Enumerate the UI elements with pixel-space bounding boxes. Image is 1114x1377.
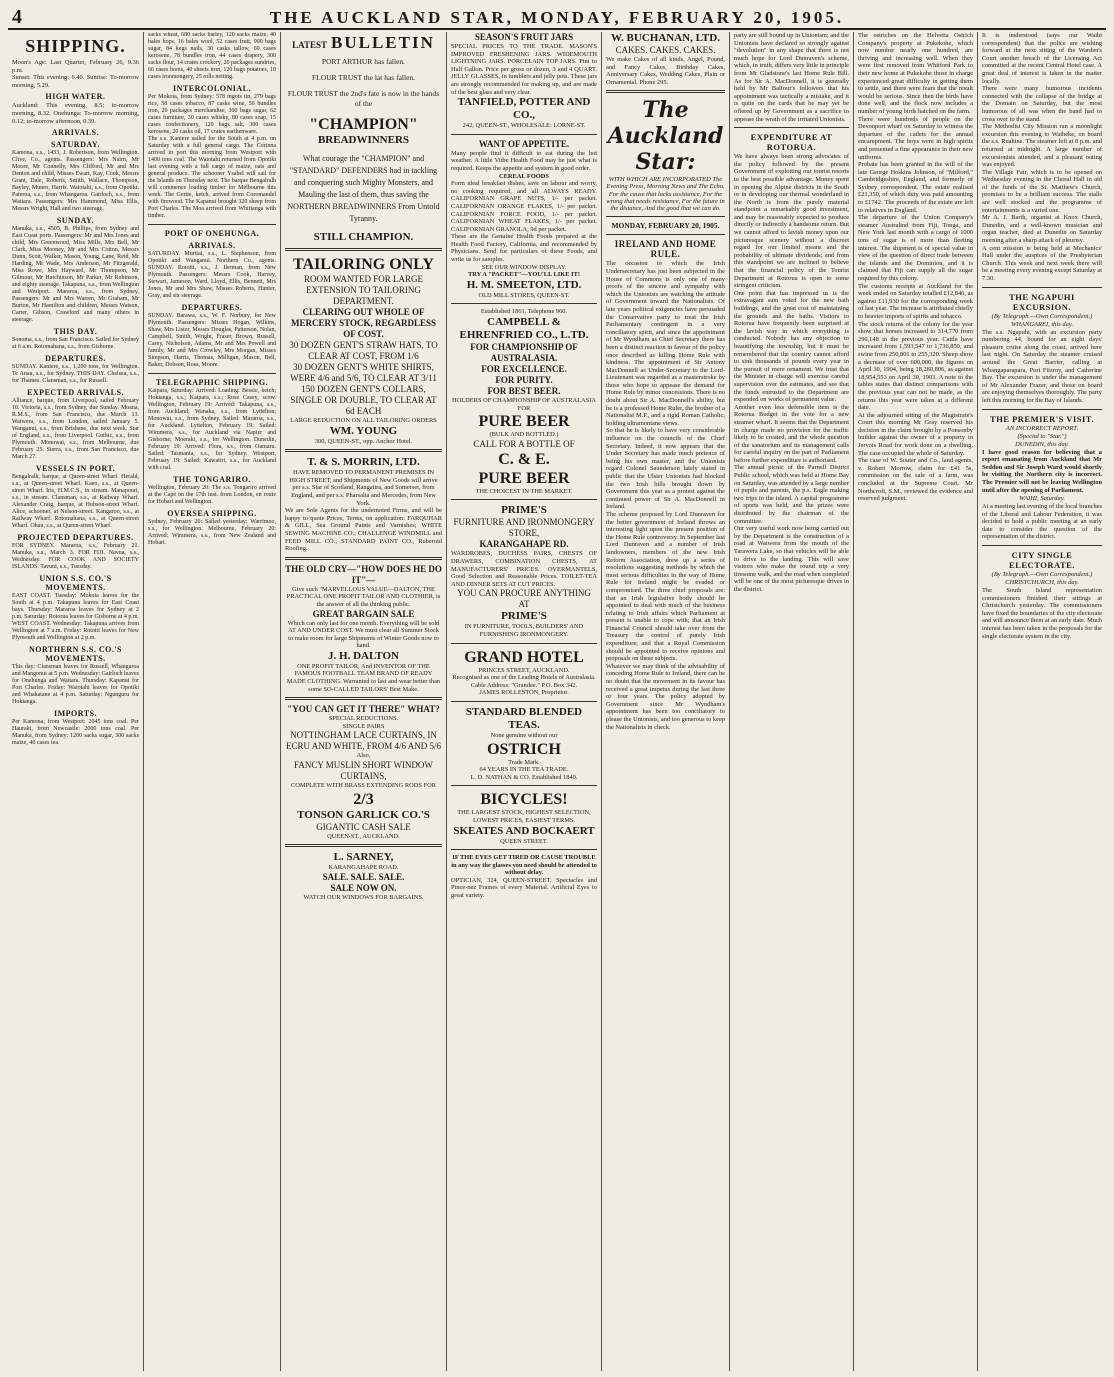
tea-ad xyxy=(451,706,597,781)
tonson-ad xyxy=(285,704,442,840)
bulletin-latest: LATEST xyxy=(292,40,327,50)
high-water-heading: HIGH WATER. xyxy=(45,92,106,102)
city-text: The South Island representation commissioners finished their sittings at Christchurch yesterday. The commissioners have fixed the boundaries of the city electorate and will announce them at an early date. Much interest has been taken in the proposals for the single electorate system in the city. xyxy=(982,587,1102,640)
prime-text: WARDROBES, DUCHESS PAIRS, CHESTS OF DRAWERS, COMBINATION CHESTS, AT MANUFACTURERS' PRICES. OVERMANTELS, Good Selection and Reasonable Prices. TOILET-TEA AND DINNER SETS AT CUT PRICES. xyxy=(451,550,597,588)
city-heading: CITY SINGLE ELECTORATE. xyxy=(1009,550,1075,571)
tanfield-name: TANFIELD, POTTER AND CO., xyxy=(457,96,591,122)
column-shipping xyxy=(8,32,144,1371)
cargo-text: sacks wheat, 680 sacks barley, 120 sacks maize, 40 bales hops, 16 bales wool, 52 cases fruit, 900 bags sugar, 84 kegs nails, 30 casks tallow, 60 cases kerosene, 78 bundles iron, 44 cases drapery, 300 sacks flour, 14 crates crockery, 20 packages sundries, 66 cases boots, 40 sheets iron, 120 bags potatoes, 18 cases ironmongery, 25 rolls netting. xyxy=(148,32,276,80)
grand-address: PRINCES STREET, AUCKLAND. xyxy=(478,666,570,674)
projected-heading: PROJECTED DEPARTURES. xyxy=(17,533,134,543)
rotorua-p1: We have always been strong advocates of the policy followed by the present Government of exploiting our tourist resorts to the best possible advantage. Money spent in opening the Alpine districts in the South or in developing our thermal wonderland in the North is from the purely material standpoint a remarkably good investment, and may be reasonably expected to produce directly or indirectly a handsome return. But we cannot afford to lavish money upon our picturesque scenery without a discreet regard for our limited means and the probability of ultimate dividends; and from this standpoint we are inclined to believe that the financial policy of the Tourist Department at Rotorua is open to some stringent criticism. xyxy=(734,153,849,290)
city-place: CHRISTCHURCH, this day. xyxy=(1005,579,1079,587)
also: Also, xyxy=(356,752,371,760)
telegraphic-text: Kaipara, Saturday: Arrived: Loading: Bessie, ketch; Hokianga, s.s.; Kaipara, s.s.; Rose Casey, scow. Wellington, February 19: Arrived: Takapuna, s.s., from Auckland; Wanaka, s.s., from Lyttelton; Monowai, s.s., from Sydney. Sailed: Mararoa, s.s., for Auckland. Lyttelton, February 19: Sailed: Wimmera, s.s., for Auckland via Napier and Gisborne; Moeraki, s.s., for Wellington. Dunedin, February 19: Arrived: Flora, s.s., from Oamaru. Sailed: Tasmania, s.s., for Sydney. Westport, February 19: Sailed: Kawatiri, s.s., for Auckland with coal. xyxy=(148,388,276,471)
established: Established 1861. Telephone 960. xyxy=(480,308,568,316)
news-p1: The ostriches on the Helvetia Ostrich Company's property at Pukekohe, which now number nearly one hundred, are thriving and increasing well. When they were first removed from Whitford Park to their new home at Pukekohe those in charge experienced great difficulty in getting them to settle, and there were fears that the result would be serious. Since then the birds have done well, and the flock now includes a number of young birds hatched on the farm. xyxy=(858,32,973,115)
optician-text: OPTICIAN, 324, QUEEN-STREET. Spectacles and Pince-nez Frames of every Material. Artificial Eyes to great variety. xyxy=(451,876,597,900)
special-reductions: SPECIAL REDUCTIONS. xyxy=(328,715,399,723)
dalton-sub: ONE PROFIT TAILOR, And INVENTOR OF THE FAMOUS FOOTBALL TEAM BRAND OF READY MADE CLOTHING. Warranted to last and wear better than some SO-CALLED TAILORS' Best Make. xyxy=(286,662,441,693)
c-and-e: C. & E. xyxy=(498,450,550,468)
smeeton-address: OLD MILL STORES, QUEEN-ST. xyxy=(478,291,570,299)
sarney-ad xyxy=(285,851,442,901)
columns xyxy=(8,32,1106,1371)
masthead-title: THE AUCKLAND STAR, MONDAY, FEBRUARY 20, 1905. xyxy=(269,8,845,27)
price-2-3: 2/3 xyxy=(353,790,374,808)
procure: YOU CAN PROCURE ANYTHING AT xyxy=(457,588,591,610)
try-packet: TRY A "PACKET"—YOU'LL LIKE IT! xyxy=(468,271,580,279)
tailoring-title: TAILORING ONLY xyxy=(293,256,434,273)
dalton-text-2: Which can only last for one month. Everything will be sold AT AND UNDER COST. We must clear all Summer Stock to make room for large Shipments of Winter Goods now to hand. xyxy=(287,619,440,650)
tonson-name: TONSON GARLICK CO.'S xyxy=(297,808,430,821)
call-for-bottle: CALL FOR A BOTTLE OF xyxy=(473,438,575,449)
telegraphic-heading: TELEGRAPHIC SHIPPING. xyxy=(155,378,269,387)
premier-subheading: AN INCORRECT REPORT. xyxy=(1005,424,1079,432)
cereal-text: Form ideal breakfast dishes, save on labour and worry, no cooking required, and all ALWAYS READY. CALIFORNIAN GRAPE NUTS, 1/- per packet. CALIFORNIAN ORANGE FLAKES, 1/- per packet. CALIFORNIAN FORCE FOOD, 1/- per packet. CALIFORNIAN WHEAT FLAKES, 1/- per packet. CALIFORNIAN GRANOLA, 9d per packet. xyxy=(451,180,597,233)
rotorua-heading: EXPENDITURE AT ROTORUA. xyxy=(750,132,833,153)
bulk-bottled: (BULK AND BOTTLED.) xyxy=(489,431,559,439)
bulletin-line-1: PORT ARTHUR has fallen. xyxy=(321,57,406,66)
page-number: 4 xyxy=(12,6,22,28)
ireland-p4: Whatever we may think of the advisability of conceding Home Rule to Ireland, there can be no doubt that the movement in its favour has received a great impetus during the last three or four years. The policy adopted by Government since Mr Wyndham's appointment has been too conciliatory to please the Unionists, and too generous to keep the Nationalists in check. xyxy=(606,662,725,731)
premier-heading: THE PREMIER'S VISIT. xyxy=(990,413,1094,424)
bulletin-word: BULLETIN xyxy=(330,33,435,52)
sunday-text: Manuka, s.s., 4505, B. Phillips, from Sydney and East Coast ports. Passengers: Mr and Mrs Jones and child, Mrs Greenwood, Miss Mills, Mrs Bell, Mr Clark, Miss Mooney, Mr and Mrs Cotton, Messrs Dunn, Scott, Walker, Mason, Young, Lane, Reid, Mr Harding, Mr Wade, Mrs Anderson, Mr Fitzgerald, Miss Rowe, Mrs Hayward, Mr Thompson, Mr Gilmour, Mr Hutchinson, Mr Parker, Mr Robinson, and eighty steerage. Takapuna, s.s., from Wellington and Westport. Mararoa, s.s., from Sydney. Passengers: Mr and Mrs Warren, Mr Graham, Mr Burton, Mr Hamilton and children, Messrs Watson, Carter, Gibson, Crawford and many others in steerage. xyxy=(12,226,139,324)
dalton-ad xyxy=(285,564,442,694)
star-masthead: The Auckland Star: xyxy=(607,97,724,176)
dalton-text: Give such "MARVELLOUS VALUE—DALTON, THE PRACTICAL ONE PROFIT TAILOR AND CLOTHIER, is the answer of all the thinking public. xyxy=(286,585,441,608)
furnishing: IN FURNITURE, TOOLS, BUILDERS' AND FURNISHING IRONMONGERY. xyxy=(464,623,584,638)
clearing-text: CLEARING OUT WHOLE OF MERCERY STOCK, REGARDLESS OF COST. xyxy=(291,307,436,339)
rotorua-p5: Our very useful work now being carried out by the Department is the construction of a road at Waiwera from the mouth of the Tarawera Lake, so that vehicles will be able to drive to the landing. This will save visitors who make the round trip a very tiresome walk, and the road when completed will be one of the most picturesque drives in the district. xyxy=(734,525,849,593)
imports-text: Per Kamona, from Westport: 2045 tons coal. Per Hauraki, from Newcastle: 2000 tons coal. Per Manuka, from Sydney: 1200 sacks sugar, 300 sacks maize, 40 cases tea. xyxy=(12,719,139,747)
for-best-beer: FOR BEST BEER. xyxy=(487,386,561,397)
smeeton-name: H. M. SMEETON, LTD. xyxy=(466,278,582,291)
arrivals-heading: ARRIVALS. xyxy=(51,128,100,138)
prime-name-2: PRIME'S xyxy=(501,610,547,623)
ostrich: OSTRICH xyxy=(487,740,561,758)
waihi-place: WAIHI, Saturday. xyxy=(1019,495,1065,503)
choicest: THE CHOICEST IN THE MARKET. xyxy=(475,487,573,495)
beer-ad xyxy=(451,308,597,495)
news-p5: The customs receipts at Auckland for the week ended on Saturday totalled £12,846, as against £11,930 for the corresponding week of last year. The increase is attributed chiefly to heavier imports of spirits and tobacco. xyxy=(858,282,973,320)
column-telegrams xyxy=(978,32,1106,1371)
appetite-head: WANT OF APPETITE. xyxy=(478,138,570,149)
telegram-p5: Mr A. J. Barth, organist at Knox Church, Dunedin, and a well-known musician and organ teacher, died at Dunedin on Saturday morning after a sharp attack of pleurisy. xyxy=(982,214,1102,245)
sale-sale-sale: SALE. SALE. SALE. xyxy=(322,871,405,882)
onehunga-departures: SUNDAY. Barawa, s.s., W. F. Norbury, for New Plymouth. Passengers: Misses Hogan, Wilkins, Shaw, Mrs Lister, Messrs Douglas, Patterson, Nolan, Campbell, Smith, Wright, Fraser, Brown, Russell, Carey, Nicholson, Adams, Mr and Mrs Powell and family, Mr and Mrs Crowley, Mrs Morgan, Misses Simpson, Harris, Thomas, Milligan, Mason, Bell, Baker, Dobson, Ross, Moore. xyxy=(148,313,276,368)
moon-age: Moon's Age: Last Quarter, February 26, 9.36 p.m. xyxy=(12,59,139,74)
column-adverts-2 xyxy=(447,32,602,1371)
shirts-line: 30 DOZEN GENT'S WHITE SHIRTS, WERE 4/6 and 5/6, TO CLEAR AT 3/11 xyxy=(290,362,437,383)
shipping-heading: SHIPPING. xyxy=(25,36,126,56)
single-pairs: SINGLE PAIRS xyxy=(342,722,385,730)
trade-mark: Trade Mark. xyxy=(508,758,540,766)
tanfield-address: 242, QUEEN-ST., WHOLESALE: LORNE-ST. xyxy=(462,122,586,130)
cereal-text-2: These are the Genuine Health Foods prepared at the Health Food Factory, California, and recommended by Physicians. Send for particulars of these Foods, and write us for samples. xyxy=(451,233,597,264)
still-champion: STILL CHAMPION. xyxy=(313,231,414,243)
none-genuine: None genuine without our xyxy=(490,731,558,739)
intercolonial-text: Per Mokoia, from Sydney: 578 ingots tin, 279 bags rice, 58 cases tobacco, 87 casks wine, 56 bundles iron, 20 packages merchandise, 300 bags sugar, 62 cases furniture, 30 cases whisky, 80 cases soap, 15 cases confectionery, 120 bags salt, 300 cases kerosene, 20 casks oil, 17 crates earthenware. xyxy=(148,94,276,135)
rotorua-p4: The annual picnic of the Parnell District Public school, which was held at Home Bay on Saturday, was attended by a large number of pupils and parents, the p.s. Eagle making two trips to the island. A capital programme of sports was held, and the prizes were distributed by the chairman of the committee. xyxy=(734,464,849,525)
years-tea: 64 YEARS IN THE TEA TRADE. xyxy=(479,766,569,774)
intercolonial-heading: INTERCOLONIAL. xyxy=(173,84,251,93)
dalton-head: THE OLD CRY—"HOW DOES HE DO IT"— xyxy=(285,563,442,585)
young-address: 300, QUEEN-ST., opp. Anchor Hotel. xyxy=(314,437,413,445)
onehunga-arrivals-heading: ARRIVALS. xyxy=(188,241,236,250)
vessels-text: Bengalralh, barque, at Queen-street Wharf. Herald, s.s., at Queen-street Wharf. Kaeo, s.s., at Queen-street Wharf. Iris, H.M.C.S., in stream. Manapouri, s.s., in stream. Clansman, s.s., at Railway Wharf. Alexander Craig, barque, at Hobson-street Wharf. Alice, schooner, at Nelson-street. Kangaroo, s.s., at Railway Wharf. Rotomahana, s.s., at Queen-street Wharf. Ohau, s.s., at Queen-street Wharf. xyxy=(12,474,139,530)
eyes-text: IF THE EYES GET TIRED OR CAUSE TROUBLE in any way the glasses you need should be attended to without delay. xyxy=(451,854,597,877)
morrin-agents: We are Sole Agents for the undernoted Firms, and will be happy to quote Prices, Terms, on application: FARQUHAR & GILL, Sea Ground Paints and Varnishes; WHITE SEWING MACHINE CO.; CHALLENGE WINDMILL and FEED MILL CO.; STANDARD PAINT CO., Ruberoid Roofing. xyxy=(285,507,442,553)
breadwinners: BREADWINNERS xyxy=(317,134,410,146)
prime-road: KARANGAHAPE RD. xyxy=(479,539,569,550)
skeates: SKEATES AND BOCKAERT xyxy=(453,824,595,837)
telegram-p2: There were many humorous incidents connected with the collapse of the bridge at the Domain on Saturday, but the most humorous of all was when the band had to cross over to the stand. xyxy=(982,85,1102,123)
grand-hotel: GRAND HOTEL xyxy=(464,648,584,666)
newspaper-page xyxy=(8,6,1106,1371)
star-motto: For the cause that lacks assistance, For the wrong that needs resistance, For the future in the distance, And the good that we can do. xyxy=(606,191,725,213)
tonson-address: QUEEN-ST., AUCKLAND. xyxy=(327,832,400,840)
prime-store: FURNITURE AND IRONMONGERY STORE, xyxy=(453,517,595,539)
ireland-continued: party are still bound up in Unionism; and the Unionists have declared so strongly against "devolution" in any shape that there is not much hope for Lord Dunraven's scheme, which, in truth, differs very little in principle from Mr Gladstone's last Home Rule Bill. As for Sir A. MacDonnell, it is generally held by Mr Balfour's followers that his appointment was tactically a mistake, and it is quite on the cards that he may yet be offered up by Government as a sacrifice to appease the wrath of the irritated Unionists. xyxy=(734,32,849,123)
projected-text: FOR SYDNEY. Mararoa, s.s., February 21. Manuka, s.s., March 3. FOR FIJI. Navua, s.s., Wednesday. FOR COOK AND SOCIETY ISLANDS. Tavuni, s.s., Tuesday. xyxy=(12,543,139,571)
masthead xyxy=(8,6,1106,30)
arrivals-day: SATURDAY. xyxy=(51,140,100,150)
champion-text: What courage the "CHAMPION" and "STANDARD" DEFENDERS had in tackling and conquering such Mighty Monsters, and Mauling the last of them, thus saving the NORTHERN BREADWINNERS From Untold Tyranny. xyxy=(287,154,440,223)
column-leader xyxy=(602,32,730,1371)
departures-text: SUNDAY. Kaniere, s.s., 1,200 tons, for Wellington. Te Anau, s.s., for Sydney. THIS DAY. Chelsea, s.s., for Thames. Clansman, s.s., for Russell. xyxy=(12,364,139,385)
prime-name: PRIME'S xyxy=(501,504,547,517)
bulletin-line-3: FLOUR TRUST the 2nd's fate is now in the hands of the xyxy=(287,89,440,108)
rolleston: JAMES ROLLESTON, Proprietor. xyxy=(479,689,569,697)
rotorua-p2: One point that has impressed us is the extravagant sum voted for the new bath buildings, and the great cost of maintaining the grounds and the baths. Visitors to Rotorua have frequently been surprised at the lavish way in which everything is conducted. Nobody has any objection to beautifying the township, but it must be remembered that the country cannot afford to sink thousands of pounds every year in the pursuit of mere ornament. We trust that the Minister in charge will exercise careful supervision over the estimates, and see that the funds entrusted to the Department are expended on works of permanent value. xyxy=(734,289,849,404)
young-name: WM. YOUNG xyxy=(329,424,398,437)
star-subtitle: WITH WHICH ARE INCORPORATED The Evening Press, Morning News and The Echo. xyxy=(606,176,725,191)
column-local-news xyxy=(854,32,978,1371)
sale-now-on: SALE NOW ON. xyxy=(330,882,397,893)
arrivals-text: Kamona, s.s., 1433, J. Robertson, from Wellington. Clive, Co., agents. Passengers: Mrs Nairn, Mr Moore, Mr Connelly, Mrs Clifford, Mr and Mrs Denton and child, Misses Ewart, Kay, Cook, Messrs Grant, Dale, Roberts, Smith, Wallace, Thompson, Bayley, Munro, Harris. Waiotahi, s.s., from Opotiki. Pateroa, s.s., from Whangaroa. Gairloch, s.s., from Waitara. Passengers: Mrs Hammond, Miss Ellis, Messrs Wright, Hall and two steerage. xyxy=(12,150,139,213)
cereal-ad xyxy=(451,139,597,300)
morrin-name: T. & S. MORRIN, LTD. xyxy=(307,456,420,469)
campbell-name: CAMPBELL & EHRENFRIED CO., L.TD. xyxy=(459,316,589,342)
ngapuhi-heading: THE NGAPUHI EXCURSION. xyxy=(1009,291,1075,312)
tailoring-ad xyxy=(285,255,442,445)
prime-ad xyxy=(451,504,597,638)
northern-text: This day: Clansman leaves for Russell, Whangaroa and Mangonui at 5 p.m. Wednesday: Gairloch leaves for Onehunga and Waitara. Thursday: Kapanui for Port Charles. Friday: Waiotahi leaves for Opotiki and Whakatane at 4 p.m. Saturday: Ngunguru for Hokianga. xyxy=(12,664,139,706)
ireland-heading: IRELAND AND HOME RULE. xyxy=(614,239,717,260)
bulletin-line-2: FLOUR TRUST the lat has fallen. xyxy=(311,73,416,82)
straw-hats-line: 30 DOZEN GENT'S STRAW HATS, TO CLEAR AT COST, FROM 1/6 xyxy=(289,340,438,361)
champion-title: "CHAMPION" xyxy=(309,116,418,133)
sunday-heading: SUNDAY. xyxy=(56,216,95,226)
nathan: L. D. NATHAN & CO. Established 1840. xyxy=(470,773,578,781)
skeates-address: QUEEN STREET. xyxy=(500,837,548,845)
issue-date: MONDAY, FEBRUARY 20, 1905. xyxy=(611,221,720,231)
rotorua-p3: Another even less defensible item is the Rotorua Budget in the vote for a new steamer wharf. It seems that the Department in charge made no provision for the traffic likely to be created, and the whole question of the sanatorium and its management calls for careful inquiry on the part of Parliament before further expenditure is authorised. xyxy=(734,403,849,464)
ngapuhi-place: WHANGAREI, this day. xyxy=(1010,320,1074,328)
largest-stock: THE LARGEST STOCK, HIGHEST SELECTION, LOWEST PRICES, EASIEST TERMS. xyxy=(457,809,591,824)
expected-heading: EXPECTED ARRIVALS. xyxy=(27,388,124,398)
premier-place: DUNEDIN, this day. xyxy=(1015,440,1069,448)
ireland-p1: The occasion to which the Irish Undersecretary has just been subjected in the House of Commons is only one of many proofs of the sincere and sympathy with which the Unionists are watching the attitude of Government toward the Nationalists. Of late years political exigencies have persuaded the Conservative party to treat the Irish Parliamentary contingent in a very conciliatory spirit, and since the appointment of Mr Wyndham as Chief Secretary there has been a distinct reaction in favour of the policy once described as killing Home Rule with kindness. The appointment of Sir Antony MacDonnell as Under-Secretary to the Lord-Lieutenant was regarded as a masterstroke by those who hope to appease the demand for Home Rule by minor concessions. There is no doubt about Sir A. MacDonnell's ability, but he is a professed Home Ruler, the brother of a Nationalist M.P., and a rigid Roman Catholic, holding ultramontane views. xyxy=(606,260,725,427)
gigantic-sale: GIGANTIC CASH SALE xyxy=(316,821,411,832)
shipping-notes: The s.s. Kaniere sailed for the South at 4 p.m. on Saturday with a full general cargo. The Corinna arrived in port this morning from Westport with 1400 tons coal. The Waiotahi returned from Opotiki last evening with a full cargo of maize, oats and general produce. The schooner Ysabel will sail for the Islands on Thursday next. The barque Bengalralh will commence loading timber for Melbourne this week. The Gertie, ketch, arrived from Coromandel with firewood. The Kapanui brought 320 sheep from Port Charles. The Moa arrived from Whitianga with timber. xyxy=(148,136,276,219)
fruit-jars-ad xyxy=(451,32,597,130)
premier-special: (Special to "Star.") xyxy=(1017,432,1067,440)
telegram-p3: The Methodist City Mission ran a moonlight excursion this evening to Waiheke, on board the s.s. Ruahine. The steamer left at 8 p.m. and returned at midnight. A large number of excursionists attended, and a pleasant outing was enjoyed. xyxy=(982,123,1102,169)
cereal-head: CEREAL FOODS xyxy=(499,172,549,180)
ireland-p2: So that he is likely to have very considerable influence on the councils of the Chief Secretary. Indeed, it now appears that the Under Secretary has made much pretence of being his own master, and the Unionists regard Colonel Saunderson lately stated in public that the Ulster Unionists had blocked the two Irish bills brought down by Government this year as a protest against the continued power of Sir A. MacDonnell in Ireland. xyxy=(606,427,725,511)
morrin-ad xyxy=(285,456,442,553)
onehunga-departures-heading: DEPARTURES. xyxy=(181,303,243,312)
pure-beer: PURE BEER xyxy=(478,413,570,431)
column-shipping-continued xyxy=(144,32,281,1371)
ngapuhi-text: The s.s. Ngapuhi, with an excursion party numbering 44, bound for an eight days' pleasure cruise along the coast, arrived here last night. On Saturday the steamer cruised around the Great Barrier, calling at Whangaparapara, Port Fitzroy, and Catherine Bay. The excursion is under the management of Mr Alexander Frazer, and those on board are enjoying themselves thoroughly. The party left this morning for the Bay of Islands. xyxy=(982,328,1102,404)
buchanan-ad xyxy=(606,32,725,86)
telegram-p1: It is understood (says our Waihi correspondent) that the police are wishing forward at the next sitting of the Warden's Court another breach of the Licensing Act committed at the recent Central Hotel case. A great deal of interest is taken in the matter locally. xyxy=(982,32,1102,85)
city-byline: (By Telegraph.—Own Correspondent.) xyxy=(991,571,1093,579)
pure-beer-2: PURE BEER xyxy=(478,469,570,487)
this-day-text: Sonoma, s.s., from San Francisco. Sailed for Sydney at 6 a.m. Rotomahana, s.s., from Gisborne. xyxy=(12,337,139,351)
oversea-heading: OVERSEA SHIPPING. xyxy=(167,509,257,518)
news-p4: The departure of the Union Company's steamer Australind from Fiji, Tonga, and New York last month with a cargo of 1000 tons of sugar is of more than fleeting interest. The shipment is of special value in view of the question of direct trade between the islands and the Dominion, and it is claimed that Fiji can supply all the sugar required by this colony. xyxy=(858,214,973,282)
expected-text: Alliance, barque, from Liverpool, sailed February 10. Victoria, s.s., from Sydney, due Sunday. Moana, R.M.S., from San Francisco, due March 13. Waiwera, s.s., from London, sailed January 5. Wanganui, s.s., from Brisbane, due next week. Star of England, s.s., from Liverpool. Gothic, s.s., from Plymouth. Monowai, s.s., from Melbourne, due February 25. Sierra, s.s., from San Francisco, due March 27. xyxy=(12,398,139,461)
oversea-text: Sydney, February 20: Sailed yesterday: Warrimoo, s.s., for Wellington. Melbourne, February 20: Arrived: Wimmera, s.s., from New Zealand and Hobart. xyxy=(148,519,276,546)
vessels-heading: VESSELS IN PORT. xyxy=(35,464,116,474)
holders: HOLDERS OF CHAMPIONSHIP OF AUSTRALASIA FOR xyxy=(452,397,596,412)
for-excellence: FOR EXCELLENCE. xyxy=(481,364,567,375)
news-p2: There were hundreds of people on the Devonport wharf on Saturday to witness the departure of the cadets for the annual encampment. The boys were in high spirits and presented a fine appearance in their new uniforms. xyxy=(858,115,973,161)
get-it-there: "YOU CAN GET IT THERE" WHAT? xyxy=(287,704,440,715)
sun-times: Sunset: This evening: 6.40. Sunrise: To-morrow morning, 5.29. xyxy=(12,74,139,89)
onehunga-heading: PORT OF ONEHUNGA. xyxy=(164,229,260,238)
standard-teas: STANDARD BLENDED TEAS. xyxy=(465,705,583,731)
large-reduction: LARGE REDUCTION ON ALL TAILORING ORDERS xyxy=(290,417,437,424)
for-championship: FOR CHAMPIONSHIP OF AUSTRALASIA. xyxy=(470,342,578,364)
premier-text: I have good reason for believing that a report emanating from Auckland that Mr Seddon and Sir Joseph Ward would shortly be visiting the Northern city is incorrect. The Premier will not be leaving Wellington until after the opening of Parliament. xyxy=(982,448,1102,494)
tongariro-heading: THE TONGARIRO. xyxy=(173,475,251,484)
watch-windows: WATCH OUR WINDOWS FOR BARGAINS. xyxy=(303,893,424,901)
bicycles-ad xyxy=(451,790,597,845)
cakes: CAKES. CAKES. CAKES. xyxy=(615,45,716,55)
column-editorial xyxy=(730,32,854,1371)
imports-heading: IMPORTS. xyxy=(53,709,98,719)
onehunga-arrivals: SATURDAY. Muritai, s.s., L. Stephenson, from Opotiki and Wanganui. Northern Co., agents. SUNDAY. Rotoiti, s.s., J. Ilerman, from New Plymouth. Passengers: Messrs Cook, Harvey, Stewart, Jameson, Ward, Lloyd, Ellis, Bennett, Mrs Jones, Mr and Mrs Shaw, Misses Roberts, Hunter, Gray, and six steerage. xyxy=(148,251,276,299)
tailoring-text: ROOM WANTED FOR LARGE EXTENSION TO TAILORING DEPARTMENT. xyxy=(303,274,424,306)
northern-heading: NORTHERN S.S. CO.'S MOVEMENTS. xyxy=(28,645,122,664)
appetite-text: Many people find it difficult to eat during the hot weather. A little Vitbe Health Food may be just what is required. Keeps the appetite and system in good order. xyxy=(451,149,597,172)
for-purity: FOR PURITY. xyxy=(495,375,553,386)
this-day-heading: THIS DAY. xyxy=(53,327,98,337)
column-adverts-1 xyxy=(281,32,447,1371)
bicycles: BICYCLES! xyxy=(480,791,568,809)
great-sale: GREAT BARGAIN SALE xyxy=(312,608,415,619)
optician-ad xyxy=(451,854,597,900)
union-text: EAST COAST. Tuesday: Mokoia leaves for the South at 4 p.m. Takapuna leaves for East Coast bays. Thursday: Mararoa leaves for Sydney at 2 p.m. Saturday: Rotorua leaves for Gisborne at 4 p.m. WEST COAST. Wednesday: Takapuna arrives from Wellington at 7 a.m. Friday: Rotoiti leaves for New Plymouth and Wellington at 2 p.m. xyxy=(12,593,139,642)
ireland-p3: The scheme proposed by Lord Dunraven for the better government of Ireland throws an interesting light upon the present position of the Home Rule controversy. In September last Lord Dunraven and a number of Irish landowners, members of the new Irish Reform Association, drew up a series of resolutions suggesting methods by which the most serious difficulties in the way of Home Rule for Ireland might be evaded or compromised. The three chief proposals are: that an Irish legislative body should be appointed to deal with much of the business relating to Irish affairs which Parliament at present is unable to cope with; that an Irish Financial Council should take over from the Treasury the control of purely Irish expenditure; and that a Royal Commission should be appointed to receive opinions and proposals on these subjects. xyxy=(606,510,725,663)
news-p8: The case of W. Souter and Co., land agents, v. Robert Morrow, claim for £41 5s, commission on the sale of a farm, was concluded at the Supreme Court. Mr Northcroft, S.M., reviewed the evidence and reserved judgment. xyxy=(858,457,973,503)
union-heading: UNION S.S. CO.'S MOVEMENTS. xyxy=(39,574,112,593)
news-p7: At the adjourned sitting of the Magistrate's Court this morning Mr Gray reserved his decision in the claim brought by a Ponsonby builder against the owner of a property in Jervois Road for work done on a dwelling. The case occupied the whole of Saturday. xyxy=(858,411,973,457)
window-display: SEE OUR WINDOW DISPLAY. xyxy=(481,263,567,271)
morrin-text: HAVE REMOVED TO PERMANENT PREMISES IN HIGH STREET, and Shipments of New Goods will arrive per s.s. Star of Scotland, Rangatira, and Somerset, from England, and per s.s. Pharsalia and Mercedes, from New York. xyxy=(289,469,438,507)
high-water-text: Auckland: This evening, 8.5; to-morrow morning, 8.32. Onehunga: To-morrow morning, 0.12; to-morrow afternoon, 0.39. xyxy=(12,102,139,125)
collars-line: 150 DOZEN GENT'S COLLARS, SINGLE OR DOUBLE, TO CLEAR AT 6d EACH xyxy=(290,384,437,416)
bulletin-ad xyxy=(285,32,442,244)
buchanan-text: We make Cakes of all kinds, Angel, Pound, and Fancy Cakes, Birthday Cakes, Anniversary Cakes, Wedding Cakes, Plain or Ornamental. Phone 295. xyxy=(606,56,725,86)
buchanan-name: W. BUCHANAN, LTD. xyxy=(611,32,720,44)
news-p6: The stock returns of the colony for the year show that horses increased to 314,770 from 296,148 in the previous year. Cattle have increased from 1,593,547 to 1,736,850, and swine from 250,801 to 255,320. Sheep show a decrease of over 600,000, the figures on April 30, 1904, being 18,280,806, as against 18,954,553 on April 30, 1903. A note to the tables states that distinct comparisons with the previous year can not be made, as the returns this year were taken at a different date. xyxy=(858,320,973,412)
telegram-p6: A cent mission is being held at Mechanics' Hall under the auspices of the Presbyterian Church. This week and next week there will be a meeting every evening except Saturday at 7.30. xyxy=(982,244,1102,282)
waihi-text: At a meeting last evening of the local branches of the Liberal and Labour Federation, it was decided to hold a public meeting at an early date to consider the question of the representation of the district. xyxy=(982,503,1102,541)
muslin-curtains: FANCY MUSLIN SHORT WINDOW CURTAINS, xyxy=(294,760,433,782)
nottingham-curtains: NOTTINGHAM LACE CURTAINS, IN ECRU AND WHITE, FROM 4/6 AND 5/6 xyxy=(285,730,442,752)
telegram-p4: The Village Fair, which is to be opened on Wednesday evening in the Choral Hall in aid of the funds of the St. Matthew's Church, promises to be a brilliant success. The stalls are well stocked and the programme of entertainments is a varied one. xyxy=(982,168,1102,214)
sarney-name: L. SARNEY, xyxy=(333,851,394,864)
sarney-road: KARANGAHAPE ROAD. xyxy=(328,864,399,872)
news-p3: Probate has been granted in the will of the late George Hoskins Johnson, of "Milford," Cambridgeshire, England, and formerly of Sydney correspondent. The estate realised £21,350, of which duty was paid amounting to £1742. The proceeds of the estate are left to relatives in England. xyxy=(858,161,973,214)
grand-text: Recognised as one of the Leading Hotels of Australasia. Cable Address: "Grandee." P.O. Box 342. xyxy=(452,674,596,689)
complete-with-rods: COMPLETE WITH BRASS EXTENDING RODS FOR xyxy=(291,782,436,790)
dalton-name: J. H. DALTON xyxy=(328,649,399,662)
departures-heading: DEPARTURES. xyxy=(45,354,106,364)
season-head: SEASON'S FRUIT JARS xyxy=(474,32,574,42)
season-text: SPECIAL PRICES TO THE TRADE. MASON'S IMPROVED FRESHENING JARS. WIDEMOUTH LIGHTNING JARS. PORCELAIN TOP JARS. Pint to Half Gallon. Price per gross or dozen, 3 and 4 QUART. JELLY GLASSES, in tumblers and jelly pots. These jars are strongly recommended for making up, and are made of the best glass and very clear. xyxy=(451,43,597,96)
tongariro-text: Wellington, February 20: The s.s. Tongariro arrived at the Cape on the 17th inst. from London, en route for Hobart and Wellington. xyxy=(148,485,276,505)
grand-hotel-ad xyxy=(451,648,597,697)
ngapuhi-byline: (By Telegraph.—Own Correspondent.) xyxy=(991,312,1093,320)
